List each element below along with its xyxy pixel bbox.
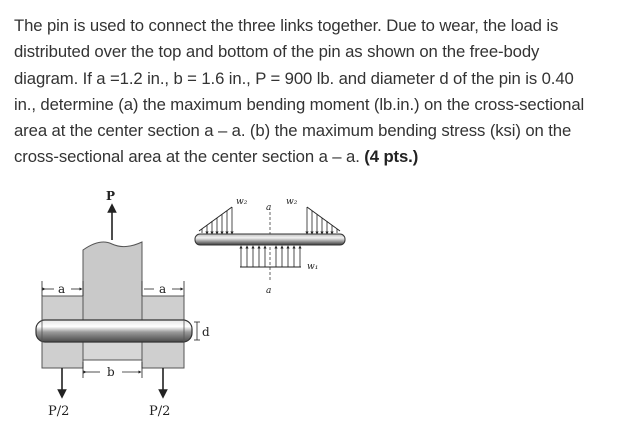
label-p2-right: P/2 [149,404,171,419]
label-w2-left: w₂ [236,197,248,207]
label-a-right: a [159,282,167,296]
label-w1: w₁ [307,262,319,272]
load-w2-left [199,197,248,233]
problem-line: distributed over the top and bottom of the pin as shown on the free-body [14,42,540,62]
load-w1 [240,247,318,272]
center-link-lower [83,340,142,360]
label-d: d [202,325,210,339]
points-label: (4 pts.) [364,147,419,167]
fbd-pin [195,234,345,245]
problem-line: area at the center section a – a. (b) the maximum bending stress (ksi) on the [14,121,572,141]
problem-line: in., determine (a) the maximum bending moment (lb.in.) on the cross-sectional [14,94,585,114]
problem-line-text: cross-sectional area at the center section a – a. [14,147,365,167]
problem-line: diagram. If a =1.2 in., b = 1.6 in., P = 900 lb. and diameter d of the pin is 0.40 [14,68,574,88]
problem-line: The pin is used to connect the three links together. Due to wear, the load is [14,16,559,35]
pin-assembly [36,189,210,419]
dim-d [194,322,210,340]
load-w2-right [286,197,340,233]
label-p2-left: P/2 [48,404,70,419]
label-w2-right: w₂ [286,197,298,207]
free-body-diagram [195,197,345,296]
label-a-bottom: a [266,286,272,296]
dim-b [83,362,142,379]
dim-a-left [42,281,83,296]
dim-a-right [142,281,184,296]
center-link [83,242,142,322]
label-p: P [106,189,116,203]
pin [36,320,192,342]
label-b: b [107,365,115,379]
label-a-top: a [266,203,272,213]
label-a-left: a [58,282,66,296]
